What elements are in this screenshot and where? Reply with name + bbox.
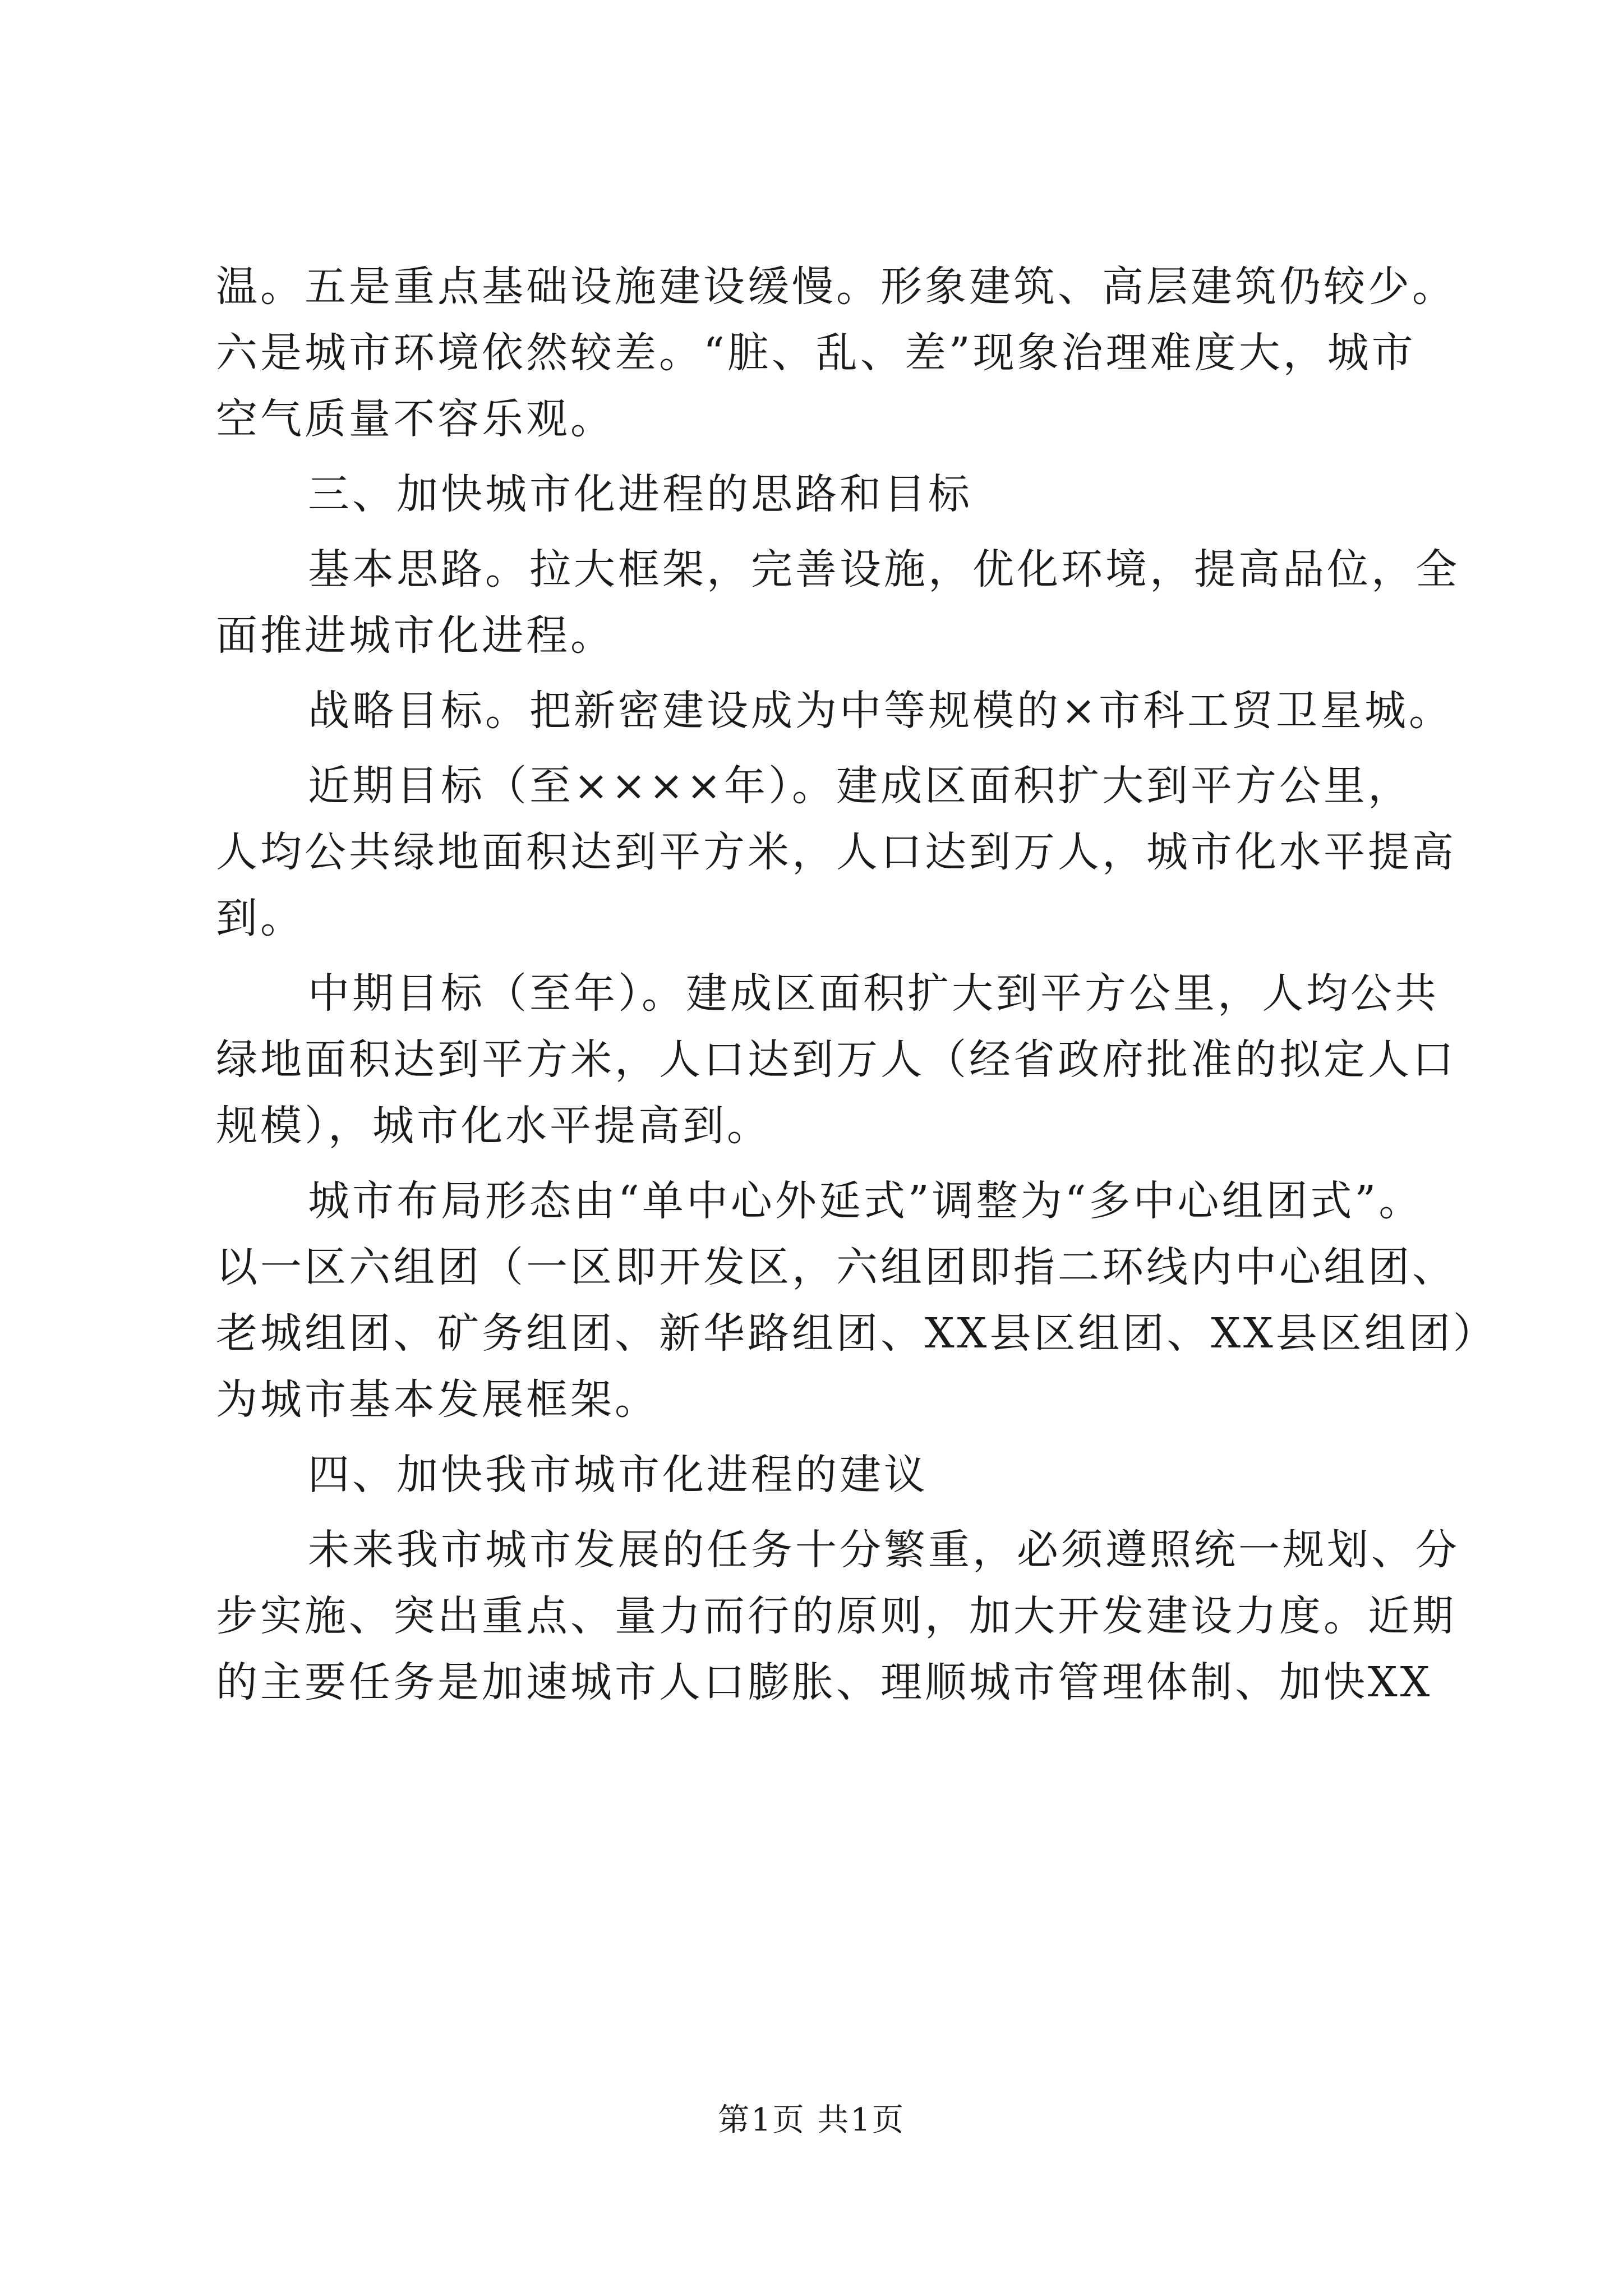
section-heading: 三、加快城市化进程的思路和目标 [308,470,972,518]
text-line: 的主要任务是加速城市人口膨胀、理顺城市管理体制、加快XX [216,1658,1433,1706]
text-line: 城市布局形态由“单中心外延式”调整为“多中心组团式”。 [308,1177,1423,1225]
text-line: 面推进城市化进程。 [216,611,615,660]
text-line: 基本思路。拉大框架，完善设施，优化环境，提高品位，全 [308,545,1460,593]
text-line: 战略目标。把新密建设成为中等规模的×市科工贸卫星城。 [308,687,1454,735]
text-line: 未来我市城市发展的任务十分繁重，必须遵照统一规划、分 [308,1526,1460,1574]
text-line: 步实施、突出重点、量力而行的原则，加大开发建设力度。近期 [216,1592,1456,1640]
text-line: 老城组团、矿务组团、新华路组团、XX县区组团、XX县区组团） [216,1309,1497,1358]
document-body [216,254,1497,1715]
text-line: 近期目标（至××××年）。建成区面积扩大到平方公里， [308,762,1413,810]
text-line: 以一区六组团（一区即开发区，六组团即指二环线内中心组团、 [216,1243,1456,1291]
text-line: 温。五是重点基础设施建设缓慢。形象建筑、高层建筑仍较少。 [216,263,1456,311]
page-number-footer: 第1页 共1页 [717,2102,906,2138]
text-line: 规模），城市化水平提高到。 [216,1102,771,1150]
text-line: 人均公共绿地面积达到平方米，人口达到万人，城市化水平提高 [216,828,1456,876]
text-line: 绿地面积达到平方米，人口达到万人（经省政府批准的拟定人口 [216,1036,1456,1084]
text-line: 到。 [216,894,305,942]
text-line: 空气质量不容乐观。 [216,395,615,443]
text-line: 中期目标（至年）。建成区面积扩大到平方公里，人均公共 [308,969,1439,1018]
text-line: 为城市基本发展框架。 [216,1375,659,1424]
text-line: 六是城市环境依然较差。“脏、乱、差”现象治理难度大，城市 [216,329,1416,377]
section-heading: 四、加快我市城市化进程的建议 [308,1451,928,1499]
